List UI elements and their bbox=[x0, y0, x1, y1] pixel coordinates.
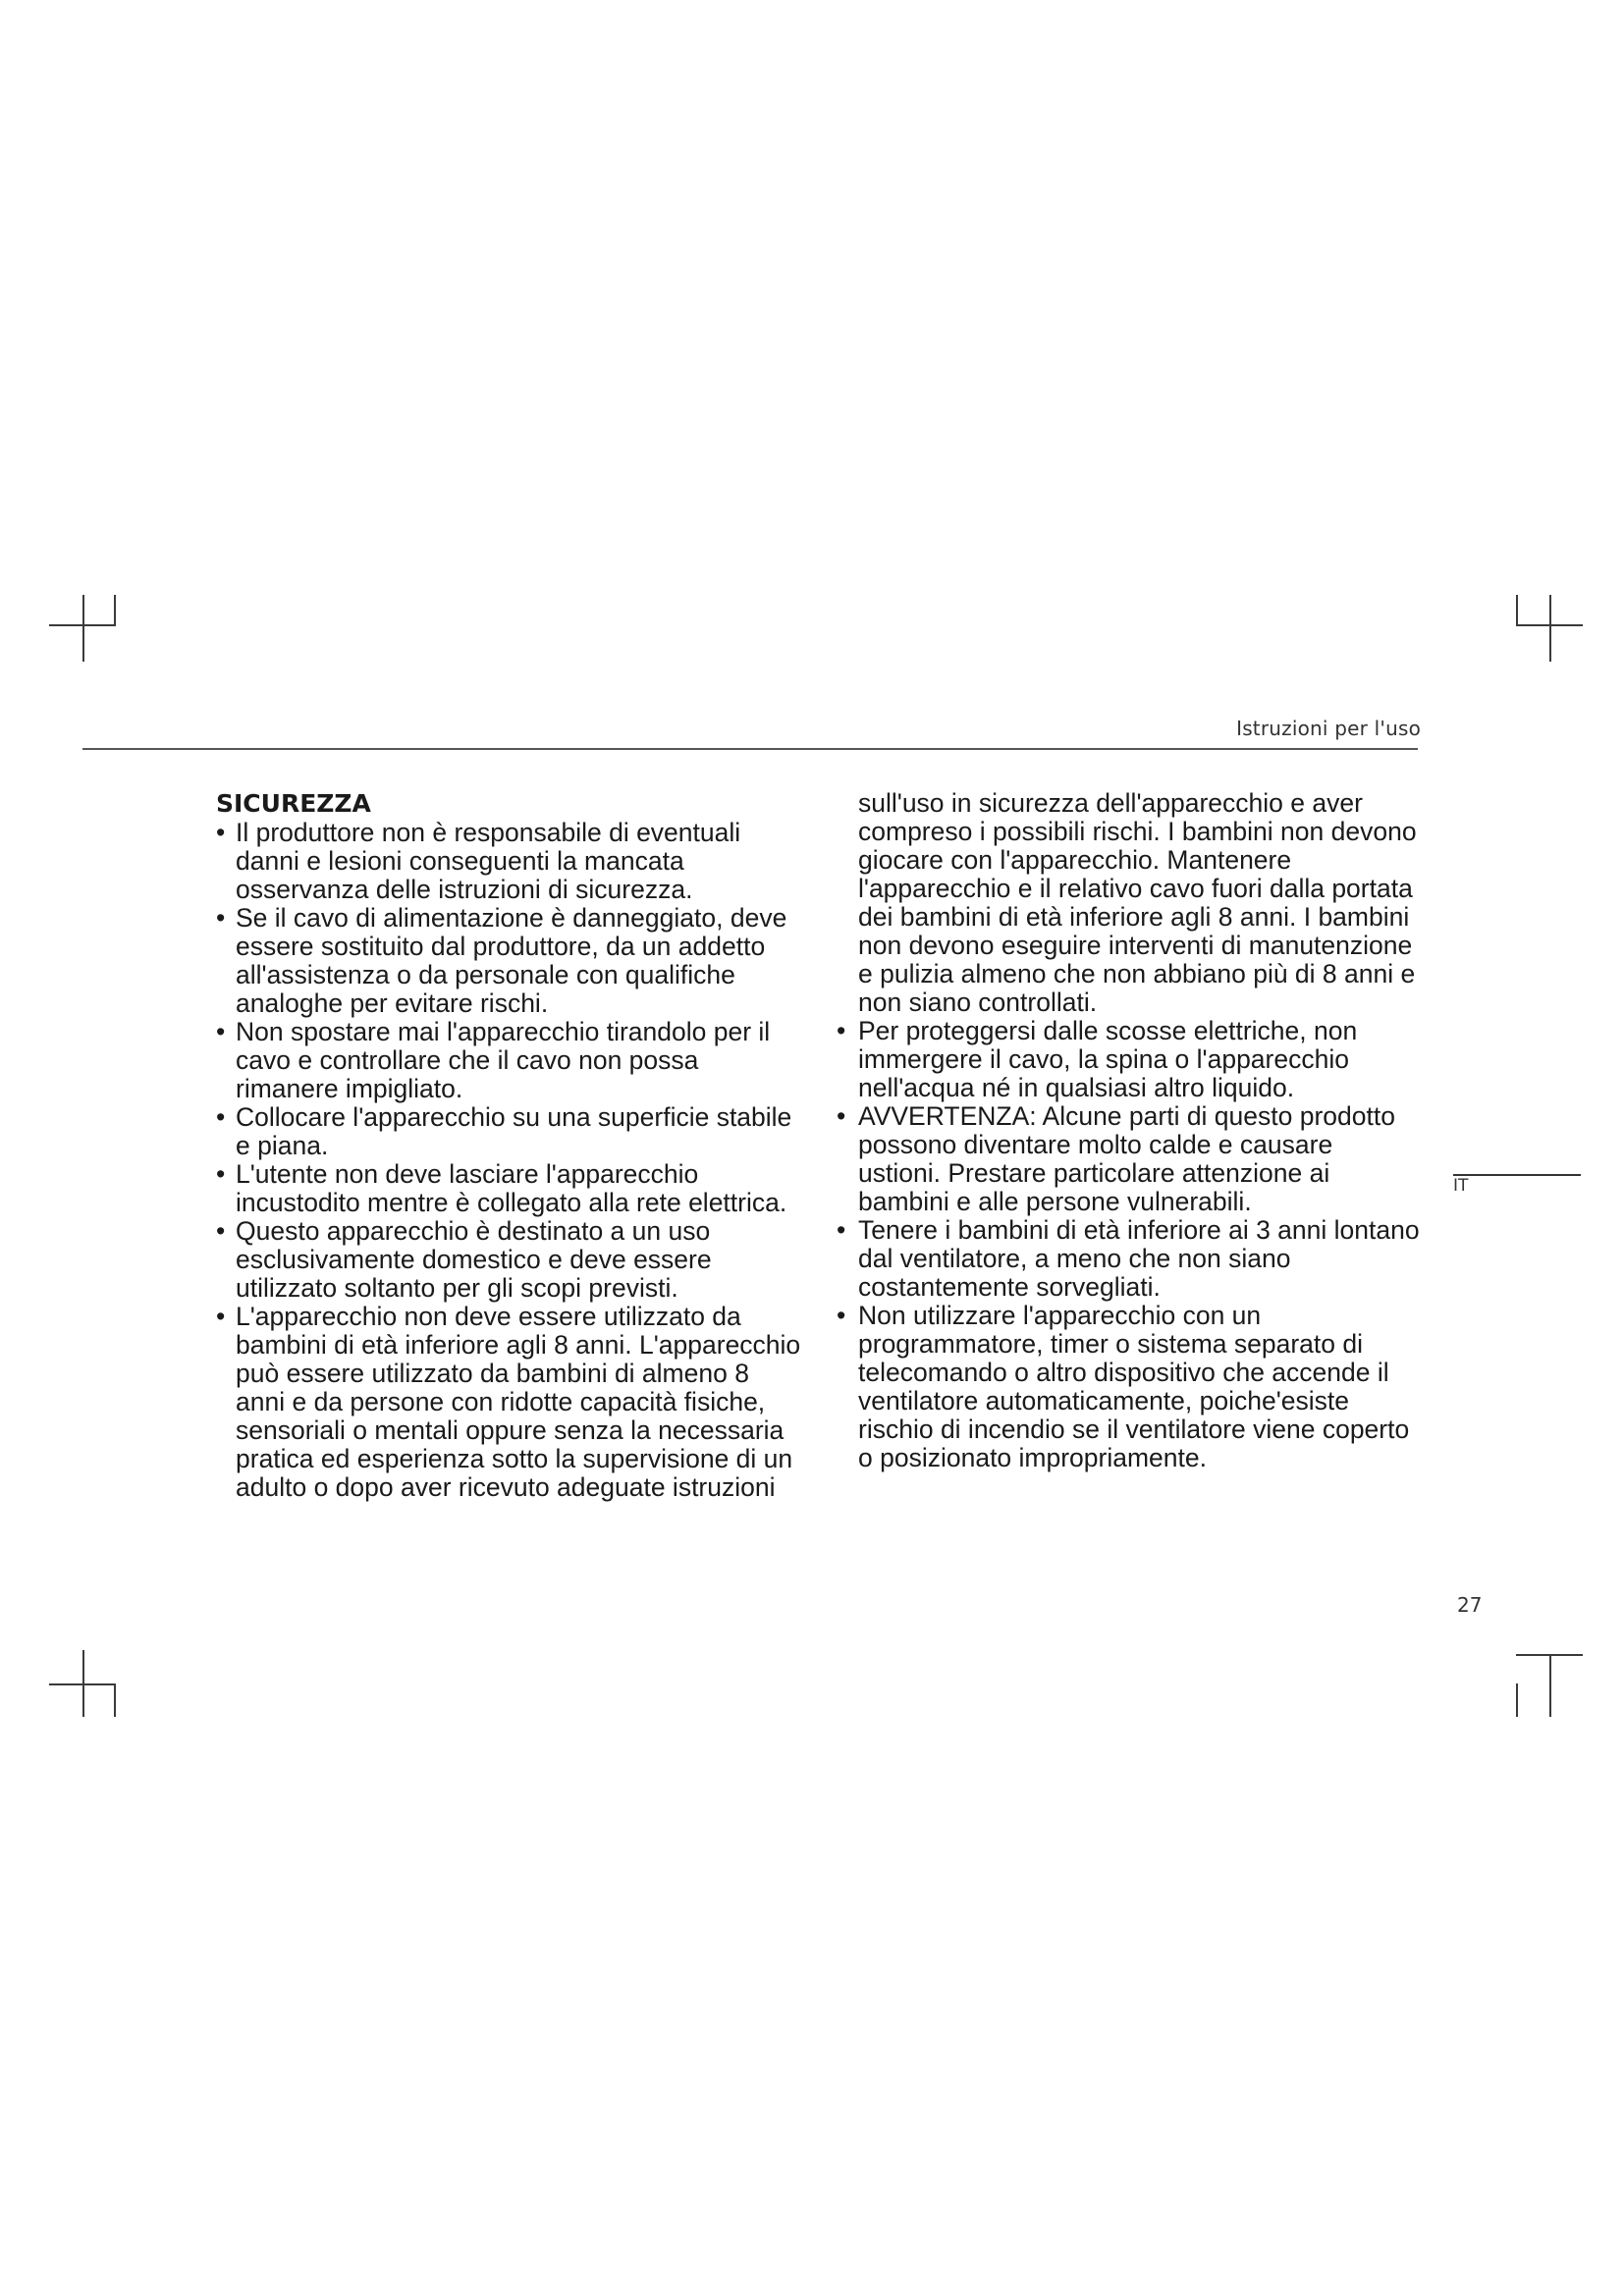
list-item: • L'apparecchio non deve essere utilizzato da bambini di età inferiore agli 8 anni. L'apparecchio può essere utilizzato da bambini di almeno 8 anni e da persone con ridotte capacità fisiche, sensoriali o mentali oppure senza la necessaria pratica ed esperienza sotto la supervisione di un adulto o dopo aver ricevuto adeguate istruzioni bbox=[216, 1303, 805, 1502]
safety-list-right bbox=[833, 1017, 1422, 1472]
section-title: SICUREZZA bbox=[216, 789, 371, 818]
list-item: • Questo apparecchio è destinato a un uso esclusivamente domestico e deve essere utilizzato soltanto per gli scopi previsti. bbox=[216, 1217, 805, 1303]
crop-mark-bottom-right-vertical bbox=[1549, 1654, 1551, 1717]
list-item-continuation: sull'uso in sicurezza dell'apparecchio e aver compreso i possibili rischi. I bambini non devono giocare con l'apparecchio. Mantenere l'apparecchio e il relativo cavo fuori dalla portata dei bambini di età inferiore agli 8 anni. I bambini non devono eseguire interventi di manutenzione e pulizia almeno che non abbiano più di 8 anni e non siano controllati. bbox=[858, 788, 1417, 1017]
safety-list-left bbox=[216, 819, 805, 1502]
list-item: • Se il cavo di alimentazione è danneggiato, deve essere sostituito dal produttore, da un addetto all'assistenza o da personale con qualifiche analoghe per evitare rischi. bbox=[216, 904, 805, 1018]
list-item: • Non spostare mai l'apparecchio tirandolo per il cavo e controllare che il cavo non possa rimanere impigliato. bbox=[216, 1018, 805, 1103]
page-number: 27 bbox=[1457, 1593, 1483, 1617]
crop-mark-top-left-vertical-outer bbox=[114, 595, 116, 626]
list-item: • AVVERTENZA: Alcune parti di questo prodotto possono diventare molto calde e causare ustioni. Prestare particolare attenzione ai bambini e alle persone vulnerabili. bbox=[833, 1102, 1422, 1216]
list-item: • Per proteggersi dalle scosse elettriche, non immergere il cavo, la spina o l'apparecchio nell'acqua né in qualsiasi altro liquido. bbox=[833, 1017, 1422, 1102]
list-item: • Non utilizzare l'apparecchio con un programmatore, timer o sistema separato di telecomando o altro dispositivo che accende il ventilatore automaticamente, poiche'esiste rischio di incendio se il ventilatore viene coperto o posizionato impropriamente. bbox=[833, 1302, 1422, 1472]
right-column bbox=[833, 789, 1422, 1472]
left-column bbox=[216, 789, 805, 1502]
list-item: • L'utente non deve lasciare l'apparecchio incustodito mentre è collegato alla rete elettrica. bbox=[216, 1160, 805, 1217]
list-item: • Tenere i bambini di età inferiore ai 3 anni lontano dal ventilatore, a meno che non siano costantemente sorvegliati. bbox=[833, 1216, 1422, 1302]
language-tab bbox=[1453, 1174, 1581, 1196]
header-divider bbox=[82, 748, 1418, 750]
list-item: • Collocare l'apparecchio su una superficie stabile e piana. bbox=[216, 1103, 805, 1160]
page-header-title: Istruzioni per l'uso bbox=[1236, 717, 1421, 740]
crop-mark-top-left-vertical bbox=[82, 595, 84, 662]
crop-mark-bottom-left-vertical-outer bbox=[114, 1683, 116, 1717]
crop-mark-bottom-left-vertical bbox=[82, 1650, 84, 1717]
language-label: IT bbox=[1453, 1176, 1469, 1196]
crop-mark-top-right-vertical bbox=[1549, 595, 1551, 662]
crop-mark-top-right-vertical-outer bbox=[1516, 595, 1518, 626]
list-item: • Il produttore non è responsabile di eventuali danni e lesioni conseguenti la mancata osservanza delle istruzioni di sicurezza. bbox=[216, 819, 805, 904]
crop-mark-bottom-right-vertical-outer bbox=[1516, 1683, 1518, 1717]
